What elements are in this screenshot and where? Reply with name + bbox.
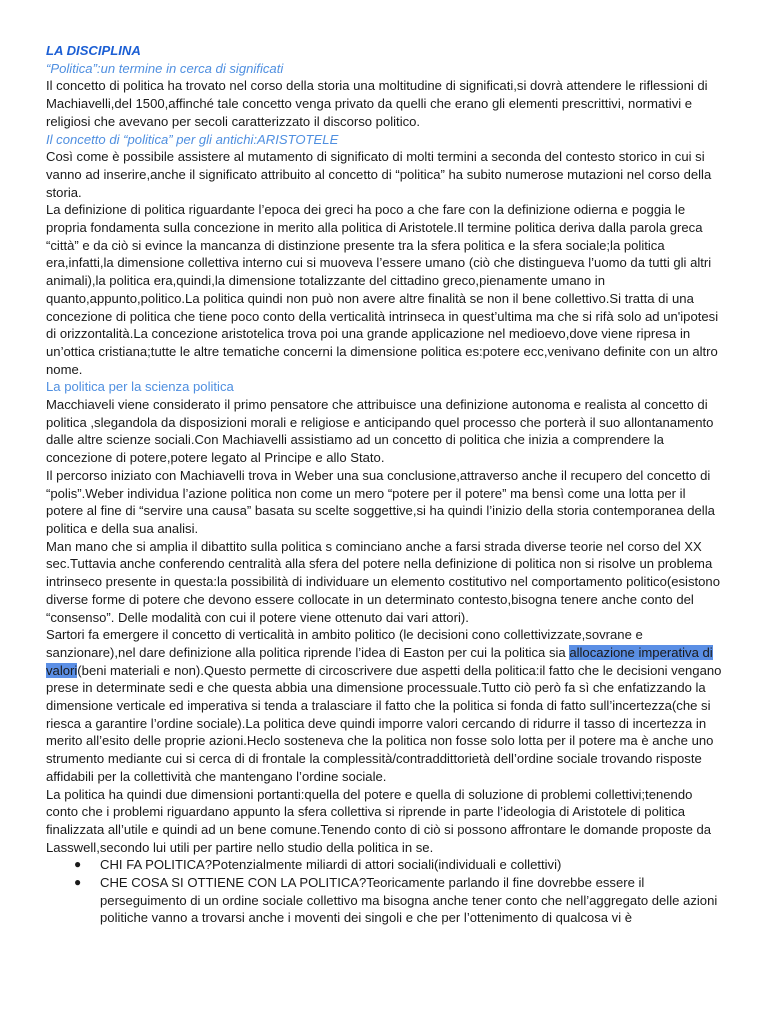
highlighted-text[interactable]: allocazione imperativa di valori — [46, 644, 713, 678]
paragraph-3: La definizione di politica riguardante l’epoca dei greci ha poco a che fare con la definizione odierna e poggia le propria fondamenta sulla concezione in merito alla politica di Aristotele.Il termine politica deriva dalla parola greca “città” e da ciò si evince la mancanza di distinzione presente tra la sfera politica e la sfera sociale;la politica era,infatti,la dimensione collettiva interno cui si muoveva l’essere umano (ciò che distingueva l’uomo da tutti gli altri animali),la politica era,quindi,la dimensione totalizzante del cittadino greco,pienamente umano in quanto,appunto,politico.La politica quindi non può non avere altre finalità se non il bene collettivo.Si tratta di una concezione di politica che tiene poco conto della verticalità intrinseca in quest’ultima ma che si rifà solo ad un'ipotesi di orizzontalità.La concezione aristotelica trova poi una grande applicazione nel medioevo,dove viene ripresa in un’ottica cristiana;tutte le altre tematiche concerni la dimensione politica es:potere ecc,venivano definite con un altro nome. — [46, 202, 719, 377]
question-list — [46, 856, 726, 927]
paragraph-6: Man mano che si amplia il dibattito sulla politica s cominciano anche a farsi strada diverse teorie nel corso del XX sec.Tuttavia anche conferendo centralità alla sfera del potere nella definizione di politica non si risolve un problema intrinseco presente in questa:la possibilità di individuare un elemento costitutivo nel comportamento politico(esistono diverse forme di potere che devono essere collocate in un determinato contesto,bisogna tenere anche conto del “consenso”. Delle modalità con cui il potere viene ottenuto dai vari attori). — [46, 538, 720, 625]
paragraph-5: Il percorso iniziato con Machiavelli trova in Weber una sua conclusione,attraverso anche il recupero del concetto di “polis”.Weber individua l’azione politica non come un mero “potere per il potere” ma bensì come una lotta per il potere al fine di “servire una causa” basata su scelte soggettive,si ha quindi l’inizio della storia contemporanea della politica e della sua analisi. — [46, 467, 715, 536]
paragraph-7 — [46, 626, 726, 785]
bullet-icon: ● — [74, 875, 82, 890]
list-item-text: CHI FA POLITICA?Potenzialmente miliardi di attori sociali(individuali e collettivi) — [100, 857, 562, 873]
paragraph-2: Così come è possibile assistere al mutamento di significato di molti termini a seconda del contesto storico in cui si vanno ad inserire,anche il significato attribuito al concetto di “politica” ha subito numerose mutazioni nel corso della storia. — [46, 149, 712, 200]
paragraph-4: Macchiaveli viene considerato il primo pensatore che attribuisce una definizione autonoma e realista al concetto di politica ,slegandola da disposizioni morali e religiose e anticipando quel processo che porterà il suo allontanamento dalle altre scienze sociali.Con Machiavelli assistiamo ad un concetto di politica che inizia a comprendere la concezione di potere,potere legato al Principe e allo Stato. — [46, 397, 714, 466]
list-item — [74, 856, 726, 874]
section-heading-scienza-politica: La politica per la scienza politica — [46, 379, 234, 395]
section-heading-politica: “Politica”:un termine in cerca di significati — [46, 60, 284, 76]
paragraph-8: La politica ha quindi due dimensioni portanti:quella del potere e quella di soluzione di problemi collettivi;tenendo conto che i problemi riguardano appunto la sfera collettiva si riprende in parte l’ideologia di Aristotele di politica finalizzata all’utile e quindi ad un bene comune.Tenendo conto di ciò si possono affrontare le domande proposte da Lasswell,secondo lui utili per partire nello studio della politica in se. — [46, 786, 712, 855]
paragraph-7-end: (beni materiali e non).Questo permette di circoscrivere due aspetti della politica:il fatto che le decisioni vengano prese in determinate sedi e che questa abbia una dimensione processuale.Tutto ciò però fa sì che enfatizzando la dimensione verticale ed imperativa si tenda a tralasciare il fatto che la politica si fonda di fatto sull’incertezza(che si riesca a garantire l’ordine sociale).La politica deve quindi imporre valori cercando di ridurre il tasso di incertezza in merito all’esito delle proprie azioni.Heclo sosteneva che la politica non fosse solo lotta per il potere ma è anche uno strumento mediante cui si cerca di di frontale la complessità/contraddittorietà dell’ordine sociale trovando risposte affidabili per la collettività che mantengano l’ordine sociale. — [46, 662, 722, 784]
bullet-icon: ● — [74, 857, 82, 872]
paragraph-1: Il concetto di politica ha trovato nel corso della storia una moltitudine di significati,si dovrà attendere le riflessioni di Machiavelli,del 1500,affinché tale concetto venga privato da quelli che erano gli elementi prescrittivi, normativi e religiosi che avevano per secoli caratterizzato il discorso politico. — [46, 78, 708, 129]
paragraph-7-start: Sartori fa emergere il concetto di verticalità in ambito politico (le decisioni cono collettivizzate,sovrane e sanzionare),nel dare definizione alla politica riprende l’idea di Easton per cui la politica sia — [46, 627, 643, 660]
list-item — [74, 874, 726, 927]
document-title: LA DISCIPLINA — [46, 43, 141, 58]
document-page — [46, 42, 726, 927]
list-item-text: CHE COSA SI OTTIENE CON LA POLITICA?Teoricamente parlando il fine dovrebbe essere il perseguimento di un ordine sociale collettivo ma bisogna anche tener conto che nell’aggregato delle azioni politiche vanno a trovarsi anche i moventi dei singoli e che per l’ottenimento di qualcosa vi è — [100, 875, 718, 926]
section-heading-aristotele: Il concetto di “politica” per gli antichi:ARISTOTELE — [46, 131, 339, 147]
